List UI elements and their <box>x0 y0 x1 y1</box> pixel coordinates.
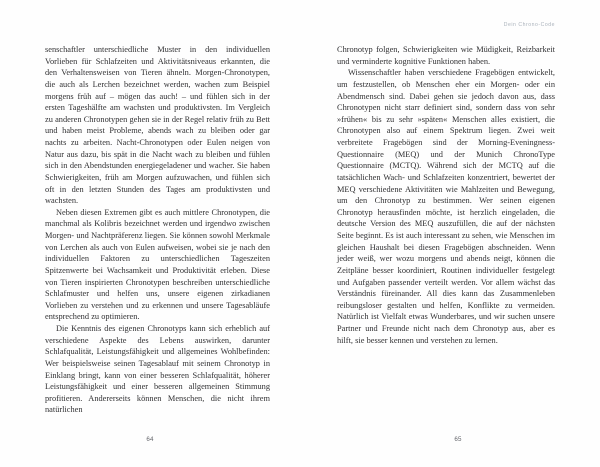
paragraph-continued: senschaftler unterschiedliche Muster in den individuellen Vorlieben für Schlafzeiten und Aktivitätsniveaus erkannten, die den Verhaltensweisen von Tieren ähneln. Morgen-Chronotypen, die auch als Lerchen bezeichnet werden, wachen zum Beispiel morgens früh auf – mögen das auch! – und fühlen sich in der ersten Tageshälfte am wachsten und produktivsten. Im Vergleich zu anderen Chronotypen gehen sie in der Regel relativ früh zu Bett und haben meist Probleme, abends wach zu bleiben oder gar nachts zu arbeiten. Nacht-Chronotypen oder Eulen neigen von Natur aus dazu, bis spät in die Nacht wach zu bleiben und fühlen sich in den Abendstunden energiegeladener und wacher. Sie haben Schwierigkeiten, früh am Morgen aufzuwachen, und fühlen sich oft in den letzten Stunden des Tages am produktivsten und wachsten. <box>45 45 270 206</box>
paragraph-continued: Chronotyp folgen, Schwierigkeiten wie Müdigkeit, Reizbarkeit und verminderte kognitive Funktionen haben. <box>337 45 555 66</box>
paragraph: Die Kenntnis des eigenen Chronotyps kann sich erheblich auf verschiedene Aspekte des Lebens auswirken, darunter Schlafqualität, Leistungsfähigkeit und allgemeines Wohlbefinden: Wer beispielsweise seinen Tagesablauf mit seinem Chronotyp in Einklang bringt, kann von einer besseren Schlafqualität, höherer Leistungsfähigkeit und einer besseren allgemeinen Stimmung profitieren. Andererseits können Menschen, die nicht ihrem natürlichen <box>45 324 270 415</box>
page-number-right: 65 <box>454 436 462 443</box>
page-right <box>300 0 600 467</box>
paragraph: Wissenschaftler haben verschiedene Fragebögen entwickelt, um festzustellen, ob Menschen eher ein Morgen- oder ein Abendmensch sind. Dabei gehen sie jedoch davon aus, dass Chronotypen nicht starr definiert sind, sondern dass von sehr »frühen« bis zu sehr »späten« Menschen alles existiert, die Chronotypen also auf einem Spektrum liegen. Zwei weit verbreitete Fragebögen sind der Morning-Eveningness-Questionnaire (MEQ) und der Munich ChronoType Questionnaire (MCTQ). Während sich der MCTQ auf die tatsächlichen Wach- und Schlafzeiten konzentriert, bewertet der MEQ verschiedene Aktivitäten wie Mahlzeiten und Bewegung, um den Chronotyp zu bestimmen. Wer seinen eigenen Chronotyp herausfinden möchte, ist herzlich eingeladen, die deutsche Version des MEQ auszufüllen, die auf der nächsten Seite beginnt. Es ist auch interessant zu sehen, wie Menschen im gleichen Haushalt bei diesen Fragebögen abschneiden. Wenn jeder weiß, wer wozu morgens und abends neigt, können die Zeitpläne besser koordiniert, Routinen individueller festgelegt und Aufgaben passender verteilt werden. Vor allem wächst das Verständnis füreinander. All dies kann das Zusammenleben reibungsloser gestalten und helfen, Konflikte zu vermeiden. Natürlich ist Vielfalt etwas Wunderbares, und wir suchen unsere Partner und Freunde nicht nach dem Chronotyp aus, aber es hilft, sie besser kennen und verstehen zu lernen. <box>337 68 555 345</box>
paragraph: Neben diesen Extremen gibt es auch mittlere Chronotypen, die manchmal als Kolibris bezeichnet werden und irgendwo zwischen Morgen- und Nachtpräferenz liegen. Sie können sowohl Merkmale von Lerchen als auch von Eulen aufweisen, wobei sie je nach den individuellen Faktoren zu unterschiedlichen Tageszeiten Spitzenwerte bei Wachsamkeit und Produktivität erleben. Diese von Tieren inspirierten Chronotypen beschreiben unterschiedliche Schlafmuster und helfen uns, unsere eigenen zirkadianen Vorlieben zu verstehen und zu erkennen und unsere Tagesabläufe entsprechend zu optimieren. <box>45 207 270 322</box>
running-header: Dein Chrono-Code <box>503 22 555 28</box>
right-column-text <box>337 44 555 346</box>
left-column-text <box>45 44 270 416</box>
page-number-left: 64 <box>146 436 154 443</box>
